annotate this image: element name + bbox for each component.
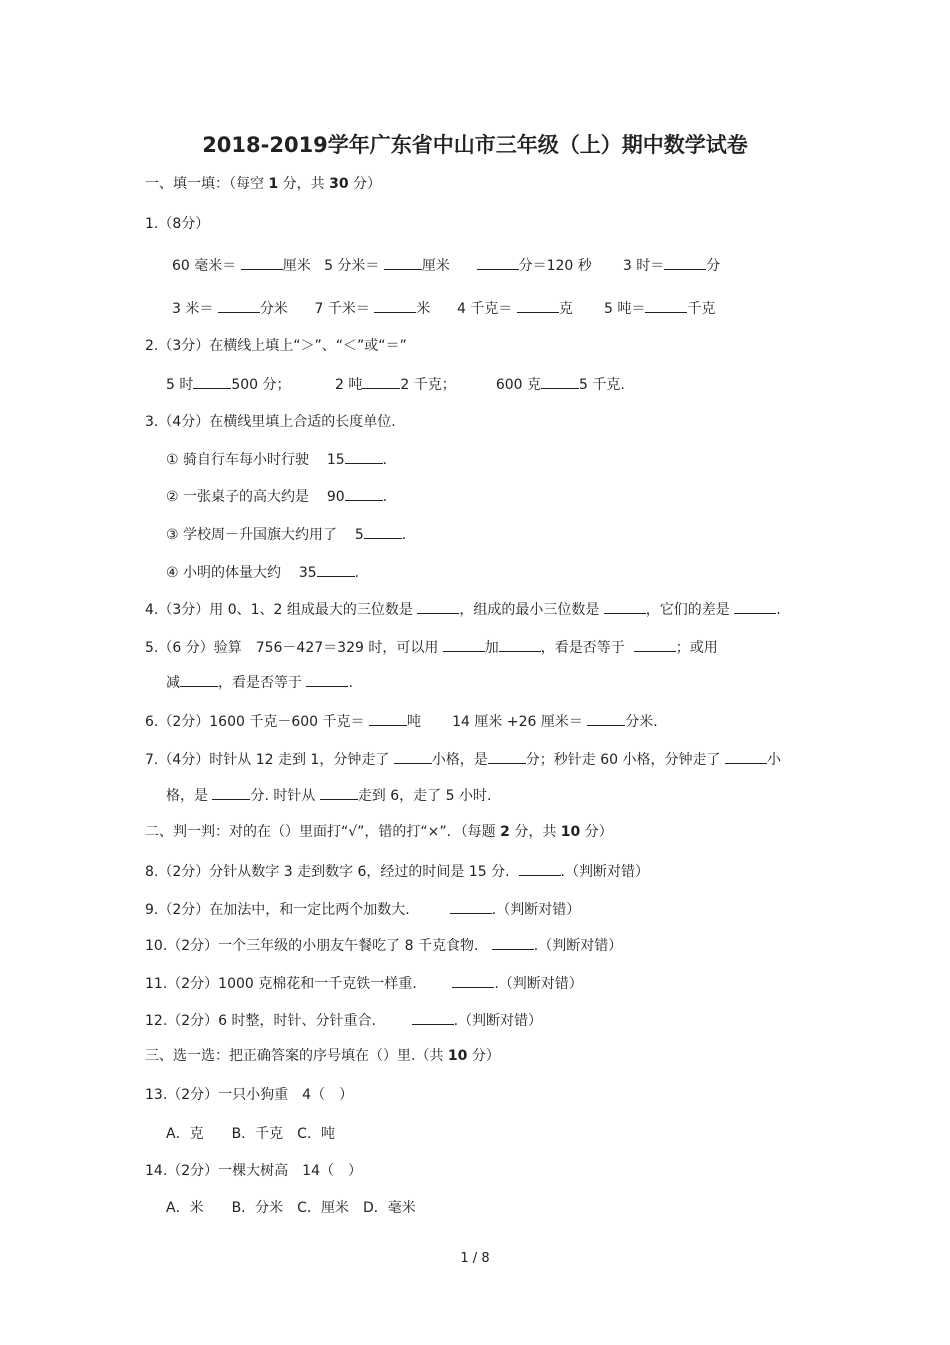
answer-blank <box>443 638 485 652</box>
answer-blank <box>452 974 494 988</box>
page-title: 2018-2019学年广东省中山市三年级（上）期中数学试卷 <box>202 133 748 157</box>
answer-blank <box>374 299 416 313</box>
answer-blank <box>492 936 534 950</box>
answer-blank <box>345 450 383 464</box>
answer-blank <box>180 673 218 687</box>
q5-line-1: 5.（6 分）验算 756－427＝329 时，可以用 加 ，看是否等于 ；或用 <box>145 640 718 656</box>
answer-blank <box>306 673 348 687</box>
q13-heading: 13.（2分）一只小狗重 4（ ） <box>145 1087 354 1103</box>
answer-blank <box>369 712 407 726</box>
answer-blank <box>499 638 541 652</box>
answer-blank <box>241 256 283 270</box>
answer-blank <box>634 638 676 652</box>
q3-item-1: ① 骑自行车每小时行驶 15 . <box>166 452 388 468</box>
q5-line-2: 减 ，看是否等于 . <box>166 675 353 691</box>
q1-row-1: 60 毫米＝ 厘米 5 分米＝ 厘米 分＝120 秒 3 时＝ 分 <box>172 258 721 274</box>
answer-blank <box>364 525 402 539</box>
section-3-heading: 三、选一选：把正确答案的序号填在（）里.（共 10 分） <box>145 1048 500 1064</box>
answer-blank <box>384 256 422 270</box>
answer-blank <box>604 600 646 614</box>
answer-blank <box>412 1011 454 1025</box>
answer-blank <box>725 750 767 764</box>
q4: 4.（3分）用 0、1、2 组成最大的三位数是 ，组成的最小三位数是 ，它们的差是 . <box>145 602 781 618</box>
q9: 9.（2分）在加法中，和一定比两个加数大. .（判断对错） <box>145 902 581 918</box>
answer-blank <box>541 375 579 389</box>
q3-item-2: ② 一张桌子的高大约是 90 . <box>166 489 388 505</box>
q2-heading: 2.（3分）在横线上填上“＞”、“＜”或“＝” <box>145 338 407 354</box>
q11: 11.（2分）1000 克棉花和一千克铁一样重. .（判断对错） <box>145 976 583 992</box>
q14-options: A．米 B．分米 C．厘米 D．毫米 <box>166 1200 416 1216</box>
answer-blank <box>645 299 687 313</box>
q14-heading: 14.（2分）一棵大树高 14（ ） <box>145 1163 362 1179</box>
answer-blank <box>477 256 519 270</box>
q7-line-2: 格，是 分. 时针从 走到 6，走了 5 小时. <box>166 788 492 804</box>
answer-blank <box>212 786 250 800</box>
answer-blank <box>394 750 432 764</box>
q2-row: 5 时 500 分； 2 吨 2 千克； 600 克 5 千克. <box>166 377 625 393</box>
q8: 8.（2分）分针从数字 3 走到数字 6，经过的时间是 15 分. .（判断对错） <box>145 864 649 880</box>
answer-blank <box>417 600 459 614</box>
q13-options: A．克 B．千克 C．吨 <box>166 1126 335 1142</box>
answer-blank <box>519 862 561 876</box>
answer-blank <box>450 900 492 914</box>
q12: 12.（2分）6 时整，时针、分针重合. .（判断对错） <box>145 1013 543 1029</box>
section-1-heading: 一、填一填：（每空 1 分，共 30 分） <box>145 176 382 192</box>
q6: 6.（2分）1600 千克－600 千克＝ 吨 14 厘米 +26 厘米＝ 分米. <box>145 714 658 730</box>
answer-blank <box>362 375 400 389</box>
answer-blank <box>218 299 260 313</box>
q7-line-1: 7.（4分）时针从 12 走到 1，分钟走了 小格，是 分；秒针走 60 小格，分钟走了 小 <box>145 752 781 768</box>
answer-blank <box>193 375 231 389</box>
answer-blank <box>587 712 625 726</box>
answer-blank <box>664 256 706 270</box>
q10: 10.（2分）一个三年级的小朋友午餐吃了 8 千克食物. .（判断对错） <box>145 938 623 954</box>
q3-item-4: ④ 小明的体量大约 35 . <box>166 565 360 581</box>
answer-blank <box>488 750 526 764</box>
q1-heading: 1.（8分） <box>145 216 210 232</box>
page-number: 1 / 8 <box>460 1251 490 1266</box>
answer-blank <box>320 786 358 800</box>
answer-blank <box>345 487 383 501</box>
q3-item-3: ③ 学校周－升国旗大约用了 5 . <box>166 527 407 543</box>
answer-blank <box>317 563 355 577</box>
q3-heading: 3.（4分）在横线里填上合适的长度单位. <box>145 414 396 430</box>
answer-blank <box>734 600 776 614</box>
answer-blank <box>517 299 559 313</box>
section-2-heading: 二、判一判：对的在（）里面打“√”，错的打“×”．（每题 2 分，共 10 分） <box>145 824 613 840</box>
q1-row-2: 3 米＝ 分米 7 千米＝ 米 4 千克＝ 克 5 吨＝ 千克 <box>172 301 716 317</box>
